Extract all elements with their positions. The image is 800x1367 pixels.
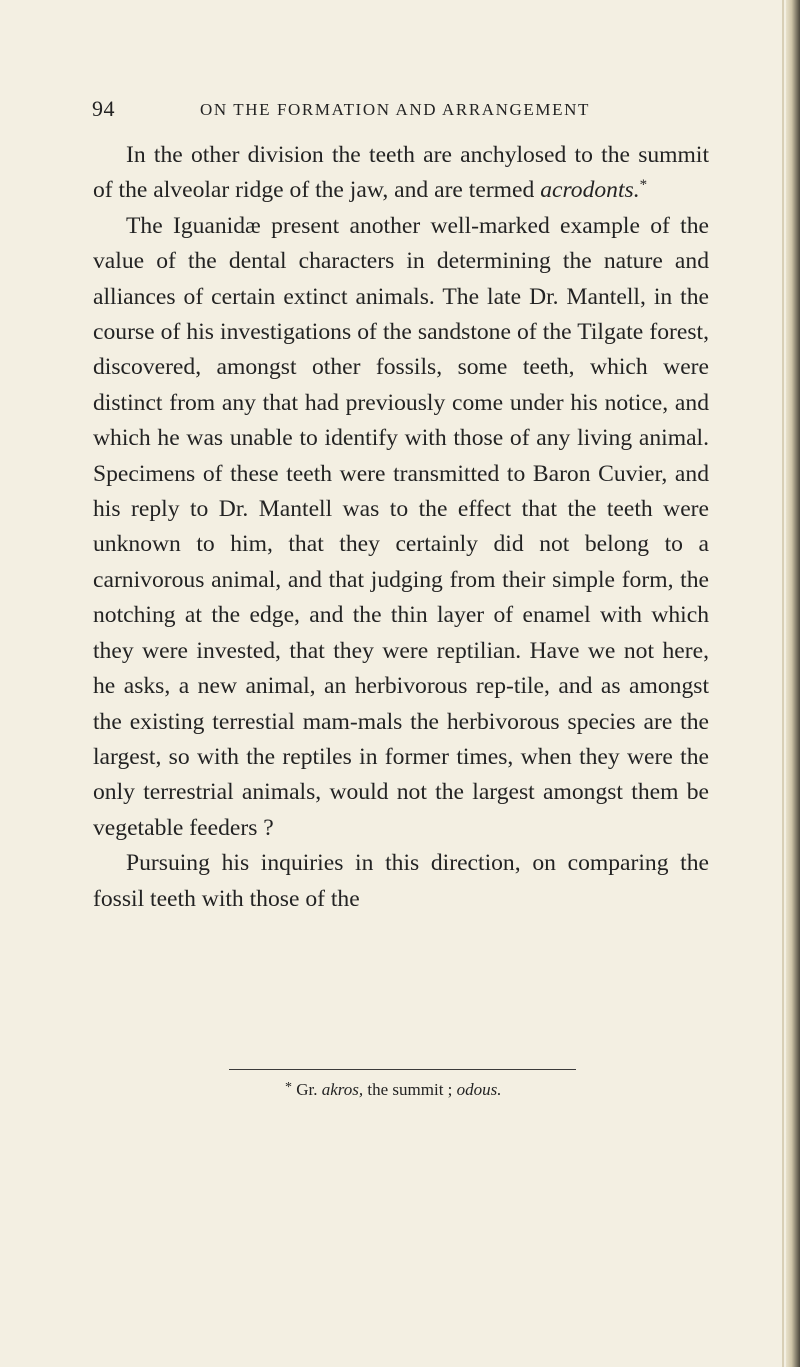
term-acrodonts: acrodonts. <box>540 177 640 204</box>
footnote <box>285 1077 685 1101</box>
footnote-rule <box>229 1069 576 1070</box>
footnote-marker: * <box>285 1080 292 1095</box>
footnote-term-akros: akros, <box>321 1080 364 1099</box>
body-text <box>93 138 709 917</box>
footnote-reference: * <box>639 177 648 194</box>
page-edge-shadow <box>786 0 800 1367</box>
paragraph-3: Pursuing his inquiries in this direction, on comparing the fossil teeth with those of the <box>93 850 709 912</box>
paragraph-2: The Iguanidæ present another well-marked example of the value of the dental characters in determining the nature and alliances of certain extinct animals. The late Dr. Mantell, in the course of his investigations of the sandstone of the Tilgate forest, discovered, amongst other fossils, some teeth, which were distinct from any that had previously come under his notice, and which he was unable to identify with those of any living animal. Specimens of these teeth were transmitted to Baron Cuvier, and his reply to Dr. Mantell was to the effect that the teeth were unknown to him, that they certainly did not belong to a carnivorous animal, and that judging from their simple form, the notching at the edge, and the thin layer of enamel with which they were invested, that they were reptilian. Have we not here, he asks, a new animal, an herbivorous rep-tile, and as amongst the existing terrestial mam-mals the herbivorous species are the largest, so with the reptiles in former times, when they were the only terrestrial animals, would not the largest amongst them be vegetable feeders ? <box>93 212 709 841</box>
paragraph-1-text: In the other division the teeth are anchylosed to the summit of the alveolar ridge of the jaw, and are termed <box>93 142 709 204</box>
page-header <box>92 96 712 126</box>
page-gutter-line <box>782 0 784 1367</box>
page-number: 94 <box>92 96 115 121</box>
footnote-term-odous: odous. <box>456 1080 502 1099</box>
running-title: ON THE FORMATION AND ARRANGEMENT <box>200 100 590 119</box>
footnote-middle: the summit ; <box>363 1080 457 1099</box>
paragraph-1 <box>93 138 709 209</box>
footnote-prefix: Gr. <box>292 1080 322 1099</box>
